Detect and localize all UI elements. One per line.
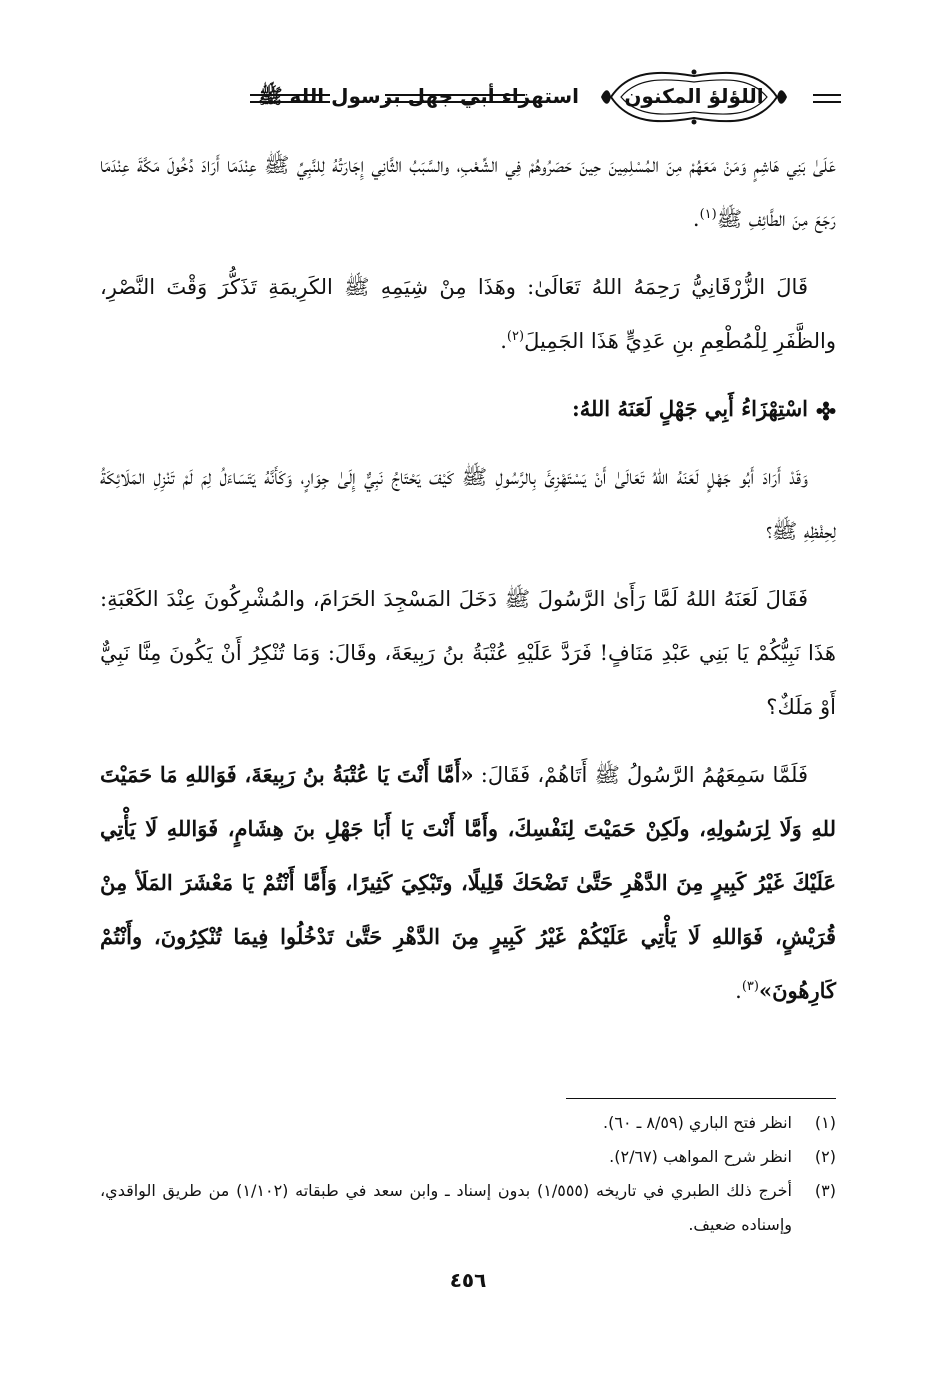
footnote (100, 1106, 836, 1140)
paragraph: وَقَدْ أَرَادَ أَبُو جَهْلٍ لَعَنَهُ اللهُ تَعَالَىٰ أَنْ يَسْتَهْزِئَ بِالرَّسُولِ ﷺ كَيْفَ يَحْتَاجُ نَبِيٌّ إِلَىٰ جِوَارٍ، وَكَأَنَّهُ يَتَسَاءَلُ لِمَ لَمْ تَنْزِلِ المَلَائِكَةُ لِحِفْظِهِ ﷺ؟ (100, 465, 836, 543)
footnote-ref: (٣) (741, 979, 759, 994)
paragraph: عَلَىٰ بَنِي هَاشِمٍ وَمَنْ مَعَهُمْ مِنَ المُسْلِمِينَ حِينَ حَصَرُوهُمْ فِي الشِّعْبِ، والسَّبَبُ الثَّانِي إِجَارَتُهُ لِلنَّبِيِّ ﷺ عِنْدَمَا أَرَادَ دُخُولَ مَكَّةَ عِنْدَمَا رَجَعَ مِنَ الطَّائِفِ ﷺ$^{(١)}$. (100, 153, 836, 231)
footnote-ref: (٢) (506, 329, 525, 344)
running-header (95, 58, 841, 136)
page-number: ٤٥٦ (449, 1268, 487, 1292)
footnote-text: انظر فتح الباري (٨/٥٩ ـ ٦٠). (603, 1113, 792, 1132)
footnote-text: انظر شرح المواهب (٢/٦٧). (609, 1147, 792, 1166)
footnote-number: (١) (814, 1113, 836, 1132)
hadith-quote: «أَمَّا أَنْتَ يَا عُتْبَةُ بنُ رَبِيعَةَ، فَوَاللهِ مَا حَمَيْتَ للهِ وَلَا لِرَسُولِهِ، ولَكِنْ حَمَيْتَ لِنَفْسِكَ، وأَمَّا أَنْتَ يَا أَبَا جَهْلِ بنَ هِشَامٍ، فَوَاللهِ لَا يَأْتِي عَلَيْكَ غَيْرُ كَبِيرٍ مِنَ الدَّهْرِ حَتَّىٰ تَضْحَكَ قَلِيلًا، وتَبْكِيَ كَثِيرًا، وَأَمَّا أَنْتُمْ يَا مَعْشَرَ المَلَأ مِنْ قُرَيْشٍ، فَوَاللهِ لَا يَأْتِي عَلَيْكُمْ غَيْرُ كَبِيرٍ مِنَ الدَّهْرِ حَتَّىٰ تَدْخُلُوا فِيمَا تُنْكِرُونَ، وأَنْتُمْ كَارِهُونَ» (100, 762, 836, 1003)
footnote-separator (566, 1098, 836, 1099)
footnote-number: (٣) (814, 1181, 836, 1200)
footnotes (100, 1106, 836, 1242)
footnote-ref: (١) (699, 207, 717, 222)
paragraph: فَقَالَ لَعَنَهُ اللهُ لَمَّا رَأَىٰ الرَّسُولَ ﷺ دَخَلَ المَسْجِدَ الحَرَامَ، والمُشْرِكُونَ عِنْدَ الكَعْبَةِ: هَذَا نَبِيُّكُمْ يَا بَنِي عَبْدِ مَنَافٍ! فَرَدَّ عَلَيْهِ عُتْبَةُ بنُ رَبِيعَةَ، وقَالَ: وَمَا تُنْكِرُ أَنْ يَكُونَ مِنَّا نَبِيٌّ أَوْ مَلَكٌ؟ (100, 587, 836, 719)
footnote-text: أخرج ذلك الطبري في تاريخه (١/٥٥٥) بدون إسناد ـ وابن سعد في طبقاته (١/١٠٢) من طريق الواقدي، وإسناده ضعيف. (100, 1181, 793, 1234)
footnote-number: (٢) (814, 1147, 836, 1166)
paragraph: قَالَ الزُّرْقَانِيُّ رَحِمَهُ اللهُ تَعَالَىٰ: وهَذَا مِنْ شِيَمِهِ ﷺ الكَرِيمَةِ تَذَكُّرَ وَقْتَ النَّصْرِ، والظَّفَرِ لِلْمُطْعِمِ بنِ عَدِيٍّ هَذَا الجَمِيلَ$^{(٢)}$. (100, 275, 836, 353)
book-title: اللؤلؤ المكنون (624, 84, 764, 108)
footnote (100, 1140, 836, 1174)
paragraph: فَلَمَّا سَمِعَهُمُ الرَّسُولُ ﷺ أَتَاهُمْ، فَقَالَ: «أَمَّا أَنْتَ يَا عُتْبَةُ بنُ رَبِيعَةَ، فَوَاللهِ مَا حَمَيْتَ للهِ وَلَا لِرَسُولِهِ، ولَكِنْ حَمَيْتَ لِنَفْسِكَ، وأَمَّا أَنْتَ يَا أَبَا جَهْلِ بنَ هِشَامٍ، فَوَاللهِ لَا يَأْتِي عَلَيْكَ غَيْرُ كَبِيرٍ مِنَ الدَّهْرِ حَتَّىٰ تَضْحَكَ قَلِيلًا، وتَبْكِيَ كَثِيرًا، وَأَمَّا أَنْتُمْ يَا مَعْشَرَ المَلَأ مِنْ قُرَيْشٍ، فَوَاللهِ لَا يَأْتِي عَلَيْكُمْ غَيْرُ كَبِيرٍ مِنَ الدَّهْرِ حَتَّىٰ تَدْخُلُوا فِيمَا تُنْكِرُونَ، وأَنْتُمْ كَارِهُونَ»$^{(٣)}$. (100, 762, 836, 1003)
main-text (100, 138, 836, 1032)
flower-bullet-icon (816, 401, 836, 421)
section-heading (100, 382, 836, 436)
section-title: اسْتِهْزَاءُ أَبِي جَهْلٍ لَعَنَهُ اللهُ: (571, 396, 808, 421)
chapter-title: استهزاء أبي جهل برسول الله ﷺ (258, 84, 579, 108)
header-rule (813, 94, 841, 103)
footnote (100, 1174, 836, 1242)
